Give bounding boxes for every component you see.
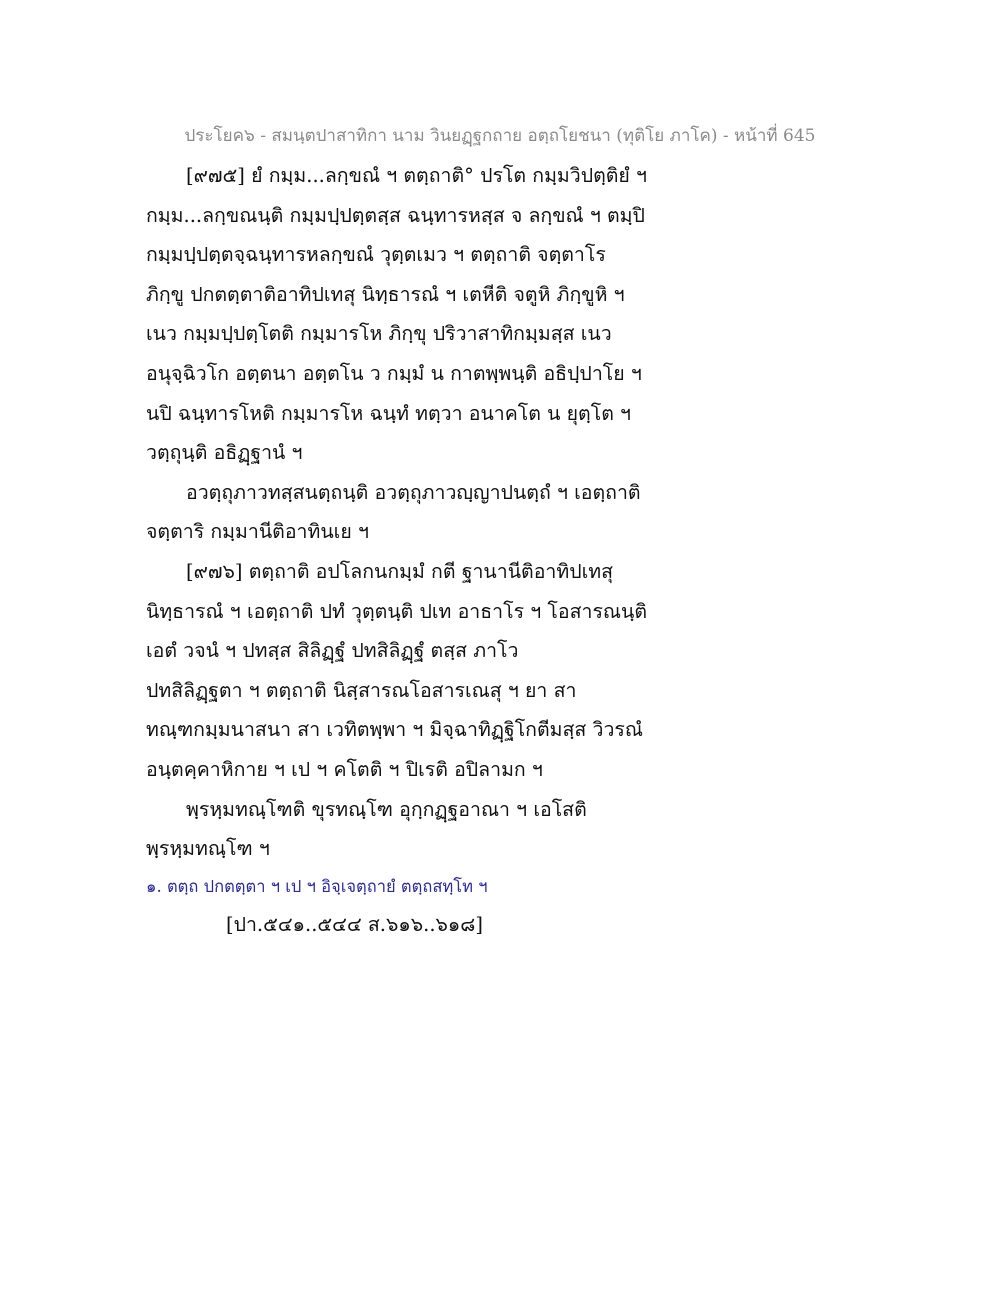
paragraph-line: กมฺม...ลกฺขณนฺติ กมฺมปฺปตฺตสฺส ฉนฺทารหสฺส จ ลกฺขณํ ฯ ตมฺปิ bbox=[146, 203, 645, 227]
paragraph-line: ปทสิลิฏฺฐตา ฯ ตตฺถาติ นิสฺสารณโอสารเณสุ ฯ ยา สา bbox=[146, 678, 577, 702]
paragraph-line: พฺรหฺมทณฺโฑ ฯ bbox=[146, 837, 270, 861]
paragraph-line: เอตํ วจนํ ฯ ปทสฺส สิลิฏฺฐํ ปทสิลิฏฺฐํ ตสฺส ภาโว bbox=[146, 639, 519, 663]
paragraph-line: จตฺตาริ กมฺมานีติอาทินเย ฯ bbox=[146, 520, 369, 544]
paragraph-line: พฺรหฺมทณฺโฑติ ขุรทณฺโฑ อุกฺกฏฺฐอาณา ฯ เอโสติ bbox=[186, 797, 587, 821]
page-header: ประโยค๖ - สมนฺตปาสาทิกา นาม วินยฏฺฐกถาย อตฺถโยชนา (ทุติโย ภาโค) - หน้าที่ 645 bbox=[184, 126, 816, 146]
paragraph-line: กมฺมปฺปตฺตจฺฉนฺทารหลกฺขณํ วุตฺตเมว ฯ ตตฺถาติ จตฺตาโร bbox=[146, 243, 606, 267]
paragraph-line: [๙๗๖] ตตฺถาติ อปโลกนกมฺมํ กตี ฐานานีติอาทิปเทสุ bbox=[186, 559, 614, 583]
paragraph-line: อนฺตคฺคาหิกาย ฯ เป ฯ คโตติ ฯ ปิเรติ อปิลามก ฯ bbox=[146, 757, 543, 781]
paragraph-line: อวตฺถุภาวทสฺสนตฺถนฺติ อวตฺถุภาวญฺญาปนตฺถํ ฯ เอตฺถาติ bbox=[186, 480, 641, 504]
paragraph-line: วตฺถุนฺติ อธิฏฺฐานํ ฯ bbox=[146, 441, 303, 465]
paragraph-line: เนว กมฺมปฺปตฺโตติ กมฺมารโห ภิกฺขุ ปริวาสาทิกมฺมสฺส เนว bbox=[146, 322, 612, 346]
paragraph-line: ภิกฺขู ปกตตฺตาติอาทิปเทสุ นิทฺธารณํ ฯ เตหีติ จตูหิ ภิกฺขูหิ ฯ bbox=[146, 282, 625, 306]
paragraph-line: นปิ ฉนฺทารโหติ กมฺมารโห ฉนฺทํ ทตฺวา อนาคโต น ยุตฺโต ฯ bbox=[146, 401, 632, 425]
page-reference: [ปา.๕๔๑..๕๔๔ ส.๖๑๖..๖๑๘] bbox=[226, 912, 483, 936]
document-body bbox=[146, 156, 706, 945]
paragraph-line: นิทฺธารณํ ฯ เอตฺถาติ ปทํ วุตฺตนฺติ ปเท อาธาโร ฯ โอสารณนฺติ bbox=[146, 599, 648, 623]
paragraph-line: ทณฺฑกมฺมนาสนา สา เวทิตพฺพา ฯ มิจฺฉาทิฏฺฐิโกตีมสฺส วิวรณํ bbox=[146, 718, 643, 742]
footnote: ๑. ตตฺถ ปกตตฺตา ฯ เป ฯ อิจฺเจตฺถายํ ตตฺถสทฺโท ฯ bbox=[146, 876, 488, 896]
paragraph-line: [๙๗๕] ยํ กมฺม...ลกฺขณํ ฯ ตตฺถาติ° ปรโต กมฺมวิปตฺติยํ ฯ bbox=[186, 164, 648, 187]
paragraph-line: อนุจฺฉิวโก อตฺตนา อตฺตโน ว กมฺมํ น กาตพฺพนฺติ อธิปฺปาโย ฯ bbox=[146, 361, 642, 385]
